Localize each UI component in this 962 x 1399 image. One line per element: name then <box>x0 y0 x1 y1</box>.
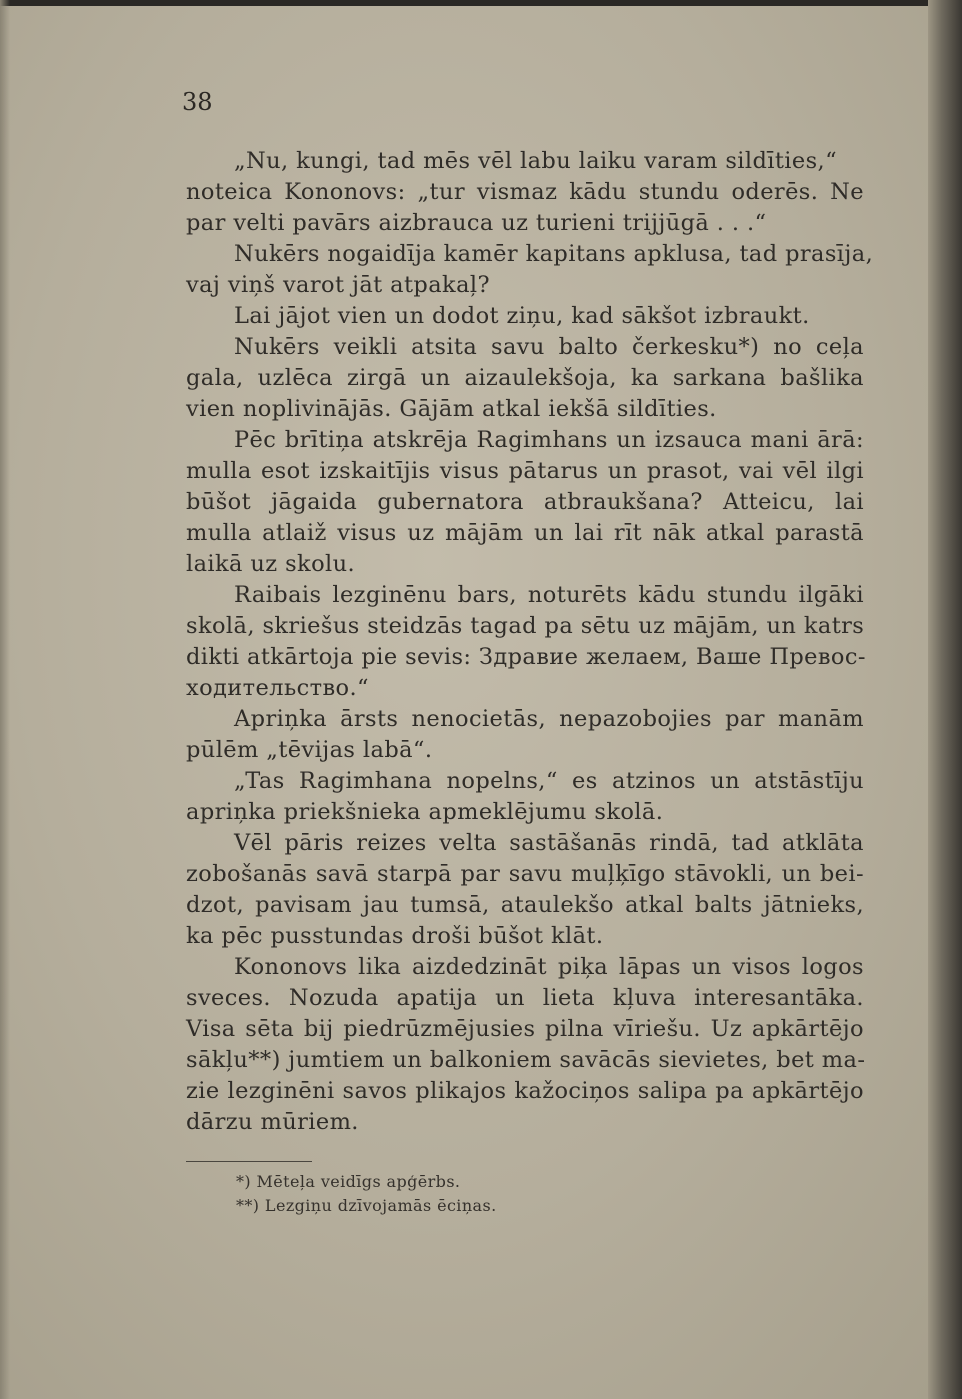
text-line: Nukērs veikli atsita savu balto čerkesku*) no ceļa <box>234 334 864 360</box>
text-line: ka pēc pusstundas droši būšot klāt. <box>186 923 604 949</box>
text-line: dzot, pavisam jau tumsā, ataulekšo atkal balts jātnieks, <box>186 892 864 918</box>
text-line: apriņka priekšnieka apmeklējumu skolā. <box>186 799 664 825</box>
footnote: **) Lezgiņu dzīvojamās ēciņas. <box>236 1196 497 1215</box>
footnotes <box>236 1170 497 1218</box>
text-line: Lai jājot vien un dodot ziņu, kad sākšot izbraukt. <box>234 303 810 329</box>
text-line: sākļu**) jumtiem un balkoniem savācās sievietes, bet ma- <box>186 1047 866 1073</box>
text-line: Raibais lezginēnu bars, noturēts kādu stundu ilgāki <box>234 582 864 608</box>
text-line: dārzu mūriem. <box>186 1109 359 1135</box>
text-line: ходительство.“ <box>186 675 369 701</box>
text-line: sveces. Nozuda apatija un lieta kļuva interesantāka. <box>186 985 864 1011</box>
text-line: noteica Kononovs: „tur vismaz kādu stundu oderēs. Ne <box>186 179 864 205</box>
text-line: vien noplivinājās. Gājām atkal iekšā sildīties. <box>186 396 717 422</box>
text-line: Vēl pāris reizes velta sastāšanās rindā, tad atklāta <box>234 830 864 856</box>
scan-left-edge <box>0 0 10 1399</box>
text-line: Pēc brītiņa atskrēja Ragimhans un izsauca mani ārā: <box>234 427 864 453</box>
text-line: par velti pavārs aizbrauca uz turieni trijjūgā . . .“ <box>186 210 767 236</box>
text-line: Kononovs lika aizdedzināt piķa lāpas un visos logos <box>234 954 864 980</box>
page-number: 38 <box>182 88 213 116</box>
text-line: mulla atlaiž visus uz mājām un lai rīt nāk atkal parastā <box>186 520 864 546</box>
scan-right-edge <box>928 0 962 1399</box>
text-line: pūlēm „tēvijas labā“. <box>186 737 433 763</box>
text-line: Nukērs nogaidīja kamēr kapitans apklusa, tad prasīja, <box>234 241 874 267</box>
text-line: vaj viņš varot jāt atpakaļ? <box>186 272 490 298</box>
footnote: *) Mēteļa veidīgs apģērbs. <box>236 1172 461 1191</box>
text-line: Visa sēta bij piedrūzmējusies pilna vīriešu. Uz apkārtējo <box>186 1016 864 1042</box>
text-line: būšot jāgaida gubernatora atbraukšana? Atteicu, lai <box>186 489 864 515</box>
footnote-divider <box>186 1161 312 1162</box>
text-line: dikti atkārtoja pie sevis: Здравие желаем, Ваше Превос- <box>186 644 866 670</box>
text-line: gala, uzlēca zirgā un aizaulekšoja, ka sarkana bašlika <box>186 365 864 391</box>
text-line: „Nu, kungi, tad mēs vēl labu laiku varam sildīties,“ <box>234 148 838 174</box>
text-line: Apriņka ārsts nenocietās, nepazobojies par manām <box>234 706 864 732</box>
text-line: zobošanās savā starpā par savu muļķīgo stāvokli, un bei- <box>186 861 864 887</box>
text-line: mulla esot izskaitījis visus pātarus un prasot, vai vēl ilgi <box>186 458 864 484</box>
text-line: zie lezginēni savos plikajos kažociņos salipa pa apkārtējo <box>186 1078 864 1104</box>
text-line: „Tas Ragimhana nopelns,“ es atzinos un atstāstīju <box>234 768 864 794</box>
body-text <box>186 146 874 1138</box>
scan-top-edge <box>0 0 962 6</box>
text-line: skolā, skriešus steidzās tagad pa sētu uz mājām, un katrs <box>186 613 865 639</box>
text-line: laikā uz skolu. <box>186 551 356 577</box>
